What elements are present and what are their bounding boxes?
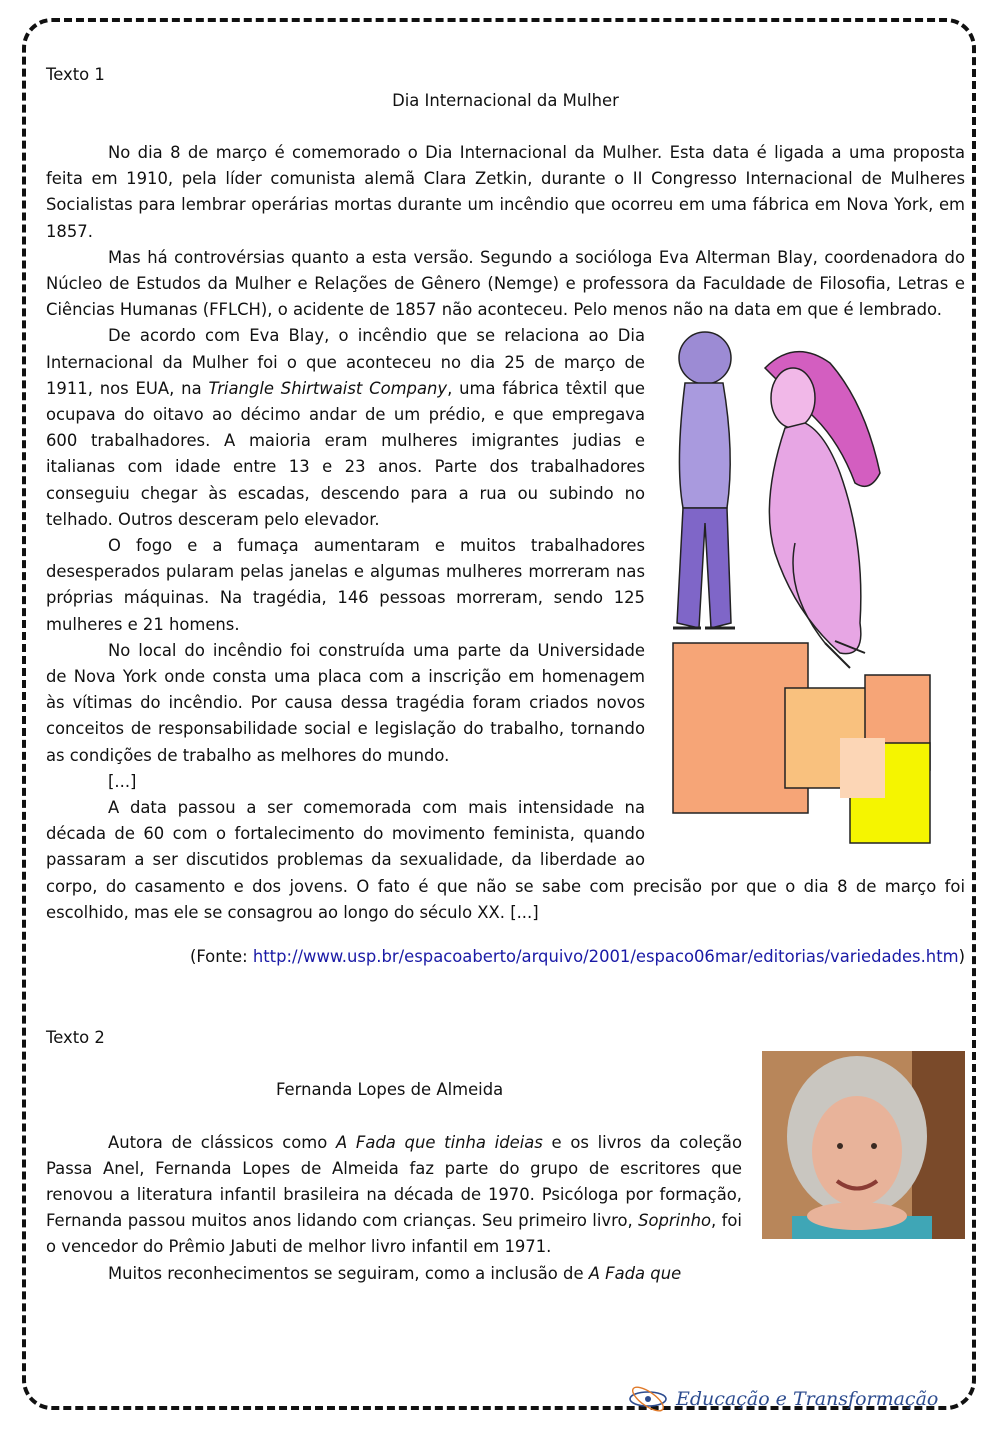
book-title-fada: A Fada que tinha ideias: [336, 1132, 543, 1152]
text1-paragraph-6: A data passou a ser comemorada com mais intensidade na década de 60 com o fortalecimento do movimento feminista, quando passaram a ser discutidos problemas da sexualidade, da liberdade ao corpo, do casamento e dos jovens. O fato é que não se sabe com precisão por que o dia 8 de março foi escolhido, mas ele se consagrou ao longo do século XX. [...]: [46, 798, 965, 922]
orbit-icon: [628, 1386, 668, 1412]
text1-title: Dia Internacional da Mulher: [392, 91, 619, 110]
t2-p2-a: Muitos reconhecimentos se seguiram, como a inclusão de: [108, 1263, 589, 1283]
document-content: [46, 62, 965, 1287]
t2-p1-a: Autora de clássicos como: [108, 1132, 337, 1152]
company-name: Triangle Shirtwaist Company: [208, 378, 448, 398]
text1-source: [46, 944, 965, 970]
book-title-fada-2: A Fada que: [588, 1263, 682, 1283]
t2-p1-b: e os livros da coleção Passa Anel, Fernanda Lopes de Almeida faz parte do grupo de escritores que renovou a literatura infantil brasileira na década de 1970. Psicóloga por formação, Fernanda passou muitos anos lidando com crianças. Seu primeiro livro,: [46, 1132, 742, 1231]
paragraph-3-end: , uma fábrica têxtil que ocupava do oitavo ao décimo andar de um prédio, e que empregava 600 trabalhadores. A maioria eram mulheres imigrantes judias e italianas com idade entre 13 e 23 anos. Parte dos trabalhadores conseguiu chegar às escadas, descendo para a rua ou subindo no telhado. Outros desceram pelo elevador.: [46, 378, 645, 529]
text1-paragraph-2: Mas há controvérsias quanto a esta versão. Segundo a socióloga Eva Alterman Blay, coordenadora do Núcleo de Estudos da Mulher e Relações de Gênero (Nemge) e professora da Faculdade de Filosofia, Letras e Ciências Humanas (FFLCH), o acidente de 1857 não aconteceu. Pelo menos não na data em que é lembrado.: [46, 247, 965, 320]
text2-label: Texto 2: [46, 1028, 105, 1048]
brand-text: Educação e Transformação: [676, 1388, 939, 1410]
source-suffix: ): [958, 947, 965, 967]
paragraph-3-start: De acordo com Eva Blay, o incêndio que se relaciona ao Dia Internacional da Mulher foi o que aconteceu no dia 25 de março de 1911, nos EUA, na: [46, 326, 645, 398]
text2-title: Fernanda Lopes de Almeida: [276, 1080, 504, 1100]
t2-p1-c: , foi o vencedor do Prêmio Jabuti de melhor livro infantil em 1971.: [46, 1211, 742, 1257]
text1-paragraph-1: No dia 8 de março é comemorado o Dia Internacional da Mulher. Esta data é ligada a uma proposta feita em 1910, pela líder comunista alemã Clara Zetkin, durante o II Congresso Internacional de Mulheres Socialistas para lembrar operárias mortas durante um incêndio que ocorreu em uma fábrica em Nova York, em 1857.: [46, 143, 965, 241]
text1-ellipsis: [...]: [108, 771, 137, 791]
women-illustration: [665, 323, 965, 848]
text1-label: Texto 1: [46, 65, 105, 84]
source-link[interactable]: http://www.usp.br/espacoaberto/arquivo/2001/espaco06mar/editorias/variedades.htm: [252, 947, 959, 967]
text2-paragraph-2: [46, 1261, 965, 1287]
brand-logo: [628, 1386, 938, 1412]
text1-paragraph-5: No local do incêndio foi construída uma parte da Universidade de Nova York onde consta uma placa com a inscrição em homenagem às vítimas do incêndio. Por causa dessa tragédia foram criados novos conceitos de responsabilidade social e legislação do trabalho, tornando as condições de trabalho as melhores do mundo.: [46, 640, 645, 765]
couple-on-blocks-illustration: [665, 323, 965, 848]
author-portrait: [762, 1051, 965, 1239]
book-title-soprinho: Soprinho: [638, 1211, 712, 1231]
author-photo: [762, 1051, 965, 1239]
text1-paragraph-4: O fogo e a fumaça aumentaram e muitos trabalhadores desesperados pularam pelas janelas e algumas mulheres morreram nas próprias máquinas. Na tragédia, 146 pessoas morreram, sendo 125 mulheres e 21 homens.: [46, 536, 645, 634]
source-prefix: (Fonte:: [189, 947, 253, 967]
